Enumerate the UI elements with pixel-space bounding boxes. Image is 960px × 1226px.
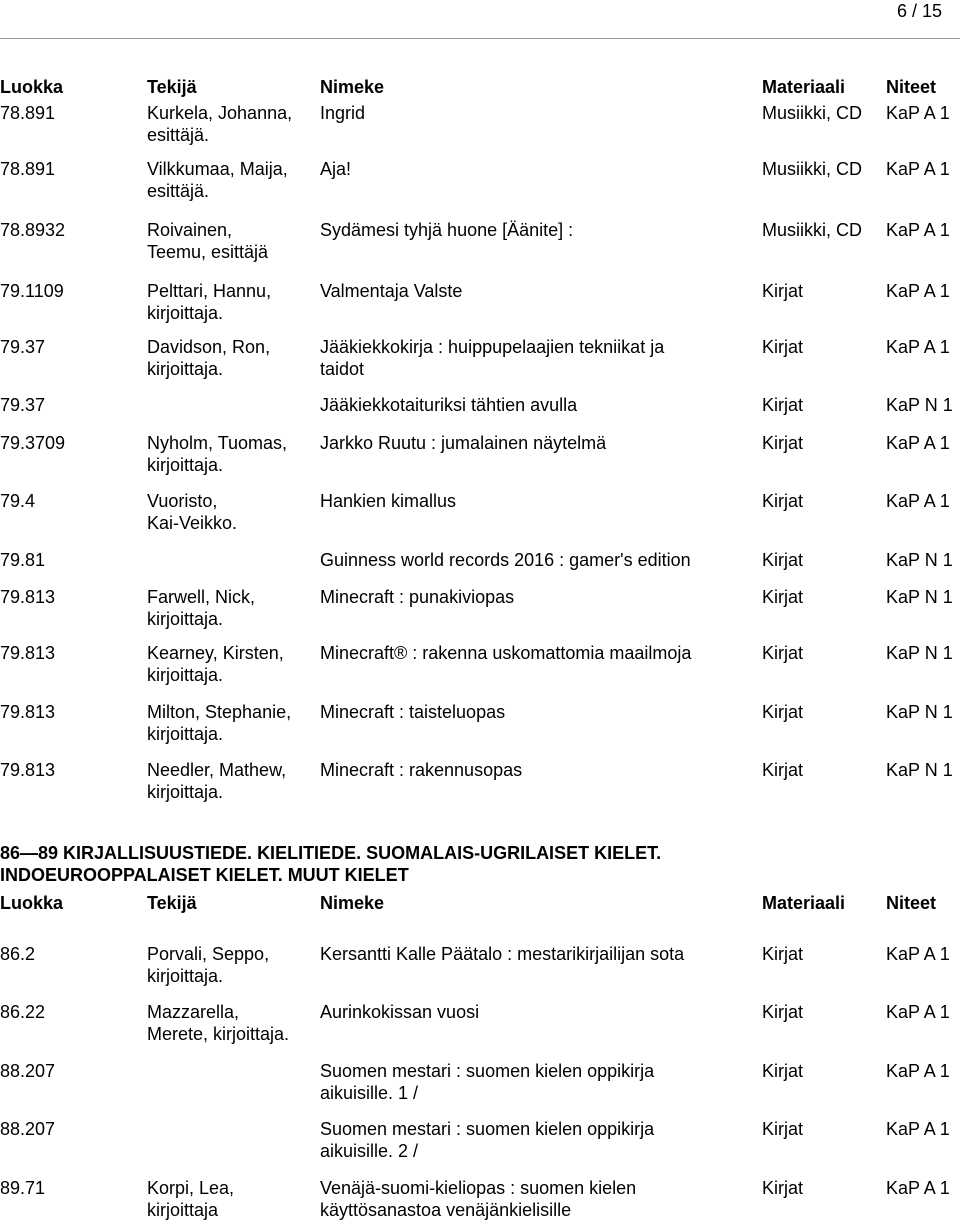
header-materiaali: Materiaali: [762, 893, 846, 913]
cell-niteet: KaP N 1: [886, 587, 953, 607]
header-niteet: Niteet: [886, 893, 937, 913]
cell-materiaali: Kirjat: [762, 1119, 804, 1139]
cell-nimeke-line: Minecraft® : rakenna uskomattomia maailmoja: [320, 643, 692, 663]
header-niteet: Niteet: [886, 77, 937, 97]
cell-luokka: 79.37: [0, 395, 46, 415]
cell-nimeke-line: Aurinkokissan vuosi: [320, 1002, 480, 1022]
cell-materiaali: Kirjat: [762, 1002, 804, 1022]
cell-tekija-line: Porvali, Seppo,: [147, 944, 270, 964]
cell-luokka: 78.891: [0, 103, 56, 123]
header-tekija: Tekijä: [147, 77, 197, 97]
cell-tekija-line: kirjoittaja.: [147, 303, 224, 323]
cell-luokka: 79.81: [0, 550, 46, 570]
cell-luokka: 79.813: [0, 760, 56, 780]
cell-nimeke-line: Jääkiekkotaituriksi tähtien avulla: [320, 395, 578, 415]
cell-tekija-line: Mazzarella,: [147, 1002, 240, 1022]
header-materiaali: Materiaali: [762, 77, 846, 97]
cell-tekija-line: Farwell, Nick,: [147, 587, 256, 607]
header-nimeke: Nimeke: [320, 77, 385, 97]
cell-tekija-line: esittäjä.: [147, 181, 210, 201]
cell-tekija: [147, 701, 291, 745]
cell-niteet: KaP N 1: [886, 760, 953, 780]
cell-nimeke: [320, 549, 691, 571]
cell-nimeke-line: käyttösanastoa venäjänkielisille: [320, 1200, 572, 1220]
cell-nimeke: [320, 432, 606, 454]
cell-materiaali: Kirjat: [762, 337, 804, 357]
cell-nimeke: [320, 1001, 479, 1023]
section-heading-line-2: INDOEUROOPPALAISET KIELET. MUUT KIELET: [0, 865, 409, 885]
cell-tekija-line: Kurkela, Johanna,: [147, 103, 293, 123]
cell-nimeke-line: Suomen mestari : suomen kielen oppikirja: [320, 1119, 655, 1139]
header-luokka: Luokka: [0, 893, 64, 913]
cell-luokka: 89.71: [0, 1178, 46, 1198]
cell-materiaali: Kirjat: [762, 395, 804, 415]
cell-materiaali: Kirjat: [762, 1178, 804, 1198]
cell-nimeke: [320, 219, 573, 241]
cell-luokka: 79.1109: [0, 281, 64, 301]
cell-nimeke-line: aikuisille. 2 /: [320, 1141, 419, 1161]
cell-nimeke-line: aikuisille. 1 /: [320, 1083, 419, 1103]
cell-tekija: [147, 1001, 289, 1045]
cell-nimeke-line: Minecraft : punakiviopas: [320, 587, 515, 607]
cell-tekija: [147, 102, 292, 146]
cell-tekija-line: Kai-Veikko.: [147, 513, 238, 533]
cell-nimeke-line: Minecraft : taisteluopas: [320, 702, 506, 722]
cell-materiaali: Kirjat: [762, 587, 804, 607]
cell-nimeke-line: taidot: [320, 359, 365, 379]
cell-tekija-line: Korpi, Lea,: [147, 1178, 235, 1198]
cell-nimeke-line: Venäjä-suomi-kieliopas : suomen kielen: [320, 1178, 637, 1198]
header-nimeke: Nimeke: [320, 893, 385, 913]
cell-nimeke-line: Kersantti Kalle Päätalo : mestarikirjailijan sota: [320, 944, 685, 964]
page-number: 6 / 15: [896, 1, 942, 21]
section-heading: [0, 842, 960, 886]
cell-niteet: KaP N 1: [886, 643, 953, 663]
cell-luokka: 86.22: [0, 1002, 46, 1022]
cell-nimeke-line: Guinness world records 2016 : gamer's edition: [320, 550, 691, 570]
cell-tekija-line: Milton, Stephanie,: [147, 702, 292, 722]
cell-nimeke: [320, 1177, 636, 1221]
cell-tekija: [147, 490, 237, 534]
cell-materiaali: Kirjat: [762, 550, 804, 570]
cell-materiaali: Kirjat: [762, 281, 804, 301]
cell-materiaali: Kirjat: [762, 433, 804, 453]
header-tekija: Tekijä: [147, 893, 197, 913]
cell-luokka: 86.2: [0, 944, 36, 964]
cell-tekija: [147, 280, 271, 324]
cell-nimeke-line: Aja!: [320, 159, 352, 179]
table-header-1: [0, 76, 960, 98]
cell-tekija-line: kirjoittaja.: [147, 359, 224, 379]
cell-tekija: [147, 336, 270, 380]
cell-tekija-line: kirjoittaja.: [147, 966, 224, 986]
cell-luokka: 79.37: [0, 337, 46, 357]
cell-tekija: [147, 219, 268, 263]
cell-nimeke: [320, 394, 577, 416]
cell-niteet: KaP A 1: [886, 433, 950, 453]
cell-luokka: 78.8932: [0, 220, 66, 240]
cell-tekija: [147, 642, 284, 686]
cell-luokka: 79.813: [0, 702, 56, 722]
cell-luokka: 88.207: [0, 1061, 56, 1081]
cell-niteet: KaP N 1: [886, 550, 953, 570]
header-luokka: Luokka: [0, 77, 64, 97]
cell-niteet: KaP A 1: [886, 103, 950, 123]
cell-tekija: [147, 586, 255, 630]
cell-materiaali: Kirjat: [762, 491, 804, 511]
cell-tekija: [147, 158, 288, 202]
cell-tekija-line: Kearney, Kirsten,: [147, 643, 284, 663]
cell-niteet: KaP A 1: [886, 1178, 950, 1198]
section-heading-line-1: 86—89 KIRJALLISUUSTIEDE. KIELITIEDE. SUOMALAIS-UGRILAISET KIELET.: [0, 843, 662, 863]
cell-niteet: KaP N 1: [886, 702, 953, 722]
cell-tekija: [147, 432, 287, 476]
cell-nimeke: [320, 102, 365, 124]
cell-niteet: KaP A 1: [886, 944, 950, 964]
cell-luokka: 79.813: [0, 643, 56, 663]
cell-tekija-line: Needler, Mathew,: [147, 760, 287, 780]
cell-materiaali: Kirjat: [762, 760, 804, 780]
cell-tekija-line: Teemu, esittäjä: [147, 242, 269, 262]
cell-niteet: KaP N 1: [886, 395, 953, 415]
cell-nimeke: [320, 701, 505, 723]
cell-nimeke-line: Sydämesi tyhjä huone [Äänite] :: [320, 220, 574, 240]
cell-niteet: KaP A 1: [886, 491, 950, 511]
cell-nimeke: [320, 642, 691, 664]
cell-nimeke-line: Ingrid: [320, 103, 366, 123]
cell-materiaali: Kirjat: [762, 1061, 804, 1081]
cell-niteet: KaP A 1: [886, 159, 950, 179]
cell-niteet: KaP A 1: [886, 1002, 950, 1022]
cell-materiaali: Musiikki, CD: [762, 220, 863, 240]
cell-nimeke: [320, 943, 684, 965]
cell-tekija-line: esittäjä.: [147, 125, 210, 145]
cell-tekija-line: kirjoittaja.: [147, 724, 224, 744]
cell-niteet: KaP A 1: [886, 337, 950, 357]
cell-nimeke: [320, 1118, 654, 1162]
divider: [0, 38, 960, 39]
cell-nimeke: [320, 759, 522, 781]
cell-materiaali: Musiikki, CD: [762, 103, 863, 123]
cell-materiaali: Kirjat: [762, 702, 804, 722]
cell-tekija-line: Davidson, Ron,: [147, 337, 271, 357]
cell-luokka: 79.4: [0, 491, 36, 511]
table-header-2: [0, 892, 960, 914]
cell-luokka: 79.3709: [0, 433, 66, 453]
cell-nimeke: [320, 280, 462, 302]
cell-tekija-line: kirjoittaja.: [147, 455, 224, 475]
cell-materiaali: Musiikki, CD: [762, 159, 863, 179]
cell-tekija-line: kirjoittaja.: [147, 609, 224, 629]
cell-tekija-line: Pelttari, Hannu,: [147, 281, 272, 301]
cell-tekija-line: Nyholm, Tuomas,: [147, 433, 288, 453]
cell-tekija-line: kirjoittaja: [147, 1200, 219, 1220]
cell-nimeke: [320, 1060, 654, 1104]
cell-tekija-line: Vuoristo,: [147, 491, 218, 511]
cell-tekija-line: Vilkkumaa, Maija,: [147, 159, 288, 179]
cell-luokka: 79.813: [0, 587, 56, 607]
cell-nimeke-line: Hankien kimallus: [320, 491, 457, 511]
cell-tekija: [147, 1177, 234, 1221]
cell-luokka: 78.891: [0, 159, 56, 179]
cell-tekija: [147, 759, 286, 803]
cell-niteet: KaP A 1: [886, 220, 950, 240]
cell-tekija-line: Merete, kirjoittaja.: [147, 1024, 290, 1044]
cell-tekija: [147, 943, 269, 987]
cell-nimeke-line: Valmentaja Valste: [320, 281, 463, 301]
cell-tekija-line: kirjoittaja.: [147, 782, 224, 802]
cell-niteet: KaP A 1: [886, 1119, 950, 1139]
cell-tekija-line: kirjoittaja.: [147, 665, 224, 685]
cell-nimeke: [320, 490, 456, 512]
cell-nimeke: [320, 158, 351, 180]
cell-tekija-line: Roivainen,: [147, 220, 233, 240]
cell-nimeke-line: Jarkko Ruutu : jumalainen näytelmä: [320, 433, 607, 453]
cell-nimeke: [320, 336, 664, 380]
cell-nimeke: [320, 586, 514, 608]
cell-materiaali: Kirjat: [762, 643, 804, 663]
cell-nimeke-line: Minecraft : rakennusopas: [320, 760, 523, 780]
cell-niteet: KaP A 1: [886, 281, 950, 301]
cell-luokka: 88.207: [0, 1119, 56, 1139]
cell-nimeke-line: Suomen mestari : suomen kielen oppikirja: [320, 1061, 655, 1081]
cell-materiaali: Kirjat: [762, 944, 804, 964]
cell-niteet: KaP A 1: [886, 1061, 950, 1081]
cell-nimeke-line: Jääkiekkokirja : huippupelaajien tekniikat ja: [320, 337, 665, 357]
